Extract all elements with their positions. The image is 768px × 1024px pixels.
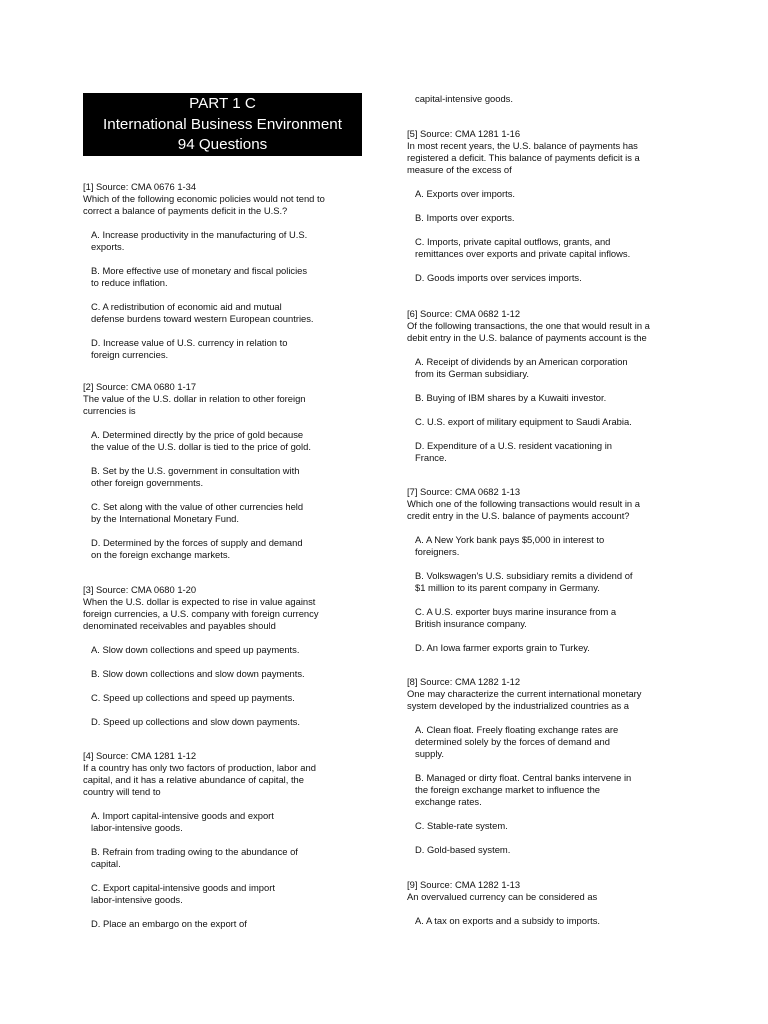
answer-choices bbox=[83, 429, 365, 561]
choice-c: C. Export capital-intensive goods and import labor-intensive goods. bbox=[91, 882, 275, 905]
question-5 bbox=[407, 128, 679, 284]
answer-choices bbox=[83, 810, 365, 930]
choice-c: C. U.S. export of military equipment to Saudi Arabia. bbox=[415, 416, 632, 427]
choice-c: C. A U.S. exporter buys marine insurance from a British insurance company. bbox=[415, 606, 617, 629]
choice-a: A. A New York bank pays $5,000 in interest to foreigners. bbox=[415, 534, 605, 557]
choice-c: C. Stable-rate system. bbox=[415, 820, 508, 831]
choice-c: C. Speed up collections and speed up payments. bbox=[91, 692, 295, 703]
question-6 bbox=[407, 308, 679, 464]
question-stem: The value of the U.S. dollar in relation to other foreign currencies is bbox=[83, 393, 306, 416]
question-stem: When the U.S. dollar is expected to rise in value against foreign currencies, a U.S. company with foreign currency denominated receivables and payables should bbox=[83, 596, 319, 631]
question-stem: In most recent years, the U.S. balance of payments has registered a deficit. This balance of payments deficit is a measure of the excess of bbox=[407, 140, 640, 175]
choice-d: D. Speed up collections and slow down payments. bbox=[91, 716, 300, 727]
choice-b: B. Buying of IBM shares by a Kuwaiti investor. bbox=[415, 392, 607, 403]
choice-c: C. Imports, private capital outflows, grants, and remittances over exports and private capital inflows. bbox=[415, 236, 631, 259]
question-header: [4] Source: CMA 1281 1-12 bbox=[83, 750, 197, 761]
question-stem: An overvalued currency can be considered as bbox=[407, 891, 598, 902]
choice-d: D. Place an embargo on the export of bbox=[91, 918, 247, 929]
answer-choices bbox=[83, 644, 365, 728]
choice-a: A. Import capital-intensive goods and export labor-intensive goods. bbox=[91, 810, 274, 833]
question-header: [9] Source: CMA 1282 1-13 bbox=[407, 879, 521, 890]
choice-c: C. A redistribution of economic aid and mutual defense burdens toward western European countries. bbox=[91, 301, 314, 324]
answer-choices bbox=[407, 188, 679, 284]
title-question-count: 94 Questions bbox=[177, 136, 268, 153]
question-stem: If a country has only two factors of production, labor and capital, and it has a relative abundance of capital, the country will tend to bbox=[83, 762, 316, 797]
choice-d: D. Determined by the forces of supply and demand on the foreign exchange markets. bbox=[91, 537, 303, 560]
choice-a: A. Receipt of dividends by an American corporation from its German subsidiary. bbox=[415, 356, 628, 379]
choice-d: D. Goods imports over services imports. bbox=[415, 272, 582, 283]
answer-choices bbox=[407, 724, 679, 856]
choice-a: A. Clean float. Freely floating exchange rates are determined solely by the forces of demand and supply. bbox=[415, 724, 619, 759]
choice-b: B. More effective use of monetary and fiscal policies to reduce inflation. bbox=[91, 265, 308, 288]
choice-c: C. Set along with the value of other currencies held by the International Monetary Fund. bbox=[91, 501, 304, 524]
answer-choices bbox=[407, 356, 679, 464]
choice-d: D. Expenditure of a U.S. resident vacationing in France. bbox=[415, 440, 612, 463]
question-4 bbox=[83, 750, 365, 930]
question-8 bbox=[407, 676, 679, 856]
question-stem: Which one of the following transactions would result in a credit entry in the U.S. balance of payments account? bbox=[407, 498, 640, 521]
choice-b: B. Volkswagen's U.S. subsidiary remits a dividend of $1 million to its parent company in Germany. bbox=[415, 570, 633, 593]
question-3 bbox=[83, 584, 365, 728]
question-header: [5] Source: CMA 1281 1-16 bbox=[407, 128, 521, 139]
choice-b: B. Slow down collections and slow down payments. bbox=[91, 668, 305, 679]
question-header: [6] Source: CMA 0682 1-12 bbox=[407, 308, 521, 319]
question-2 bbox=[83, 381, 365, 561]
choice-b: B. Imports over exports. bbox=[415, 212, 515, 223]
answer-choices bbox=[407, 915, 679, 927]
question-header: [3] Source: CMA 0680 1-20 bbox=[83, 584, 197, 595]
choice-a: A. Slow down collections and speed up payments. bbox=[91, 644, 300, 655]
question-stem: One may characterize the current international monetary system developed by the industrialized countries as a bbox=[407, 688, 642, 711]
question-stem: Of the following transactions, the one that would result in a debit entry in the U.S. balance of payments account is the bbox=[407, 320, 650, 343]
choice-a: A. Increase productivity in the manufacturing of U.S. exports. bbox=[91, 229, 308, 252]
question-stem: Which of the following economic policies would not tend to correct a balance of payments deficit in the U.S.? bbox=[83, 193, 325, 216]
answer-choices bbox=[407, 534, 679, 654]
choice-d: D. An Iowa farmer exports grain to Turkey. bbox=[415, 642, 590, 653]
choice-a: A. A tax on exports and a subsidy to imports. bbox=[415, 915, 600, 926]
title-part: PART 1 C bbox=[189, 95, 256, 112]
choice-b: B. Managed or dirty float. Central banks intervene in the foreign exchange market to influence the exchange rates. bbox=[415, 772, 632, 807]
choice-a: A. Determined directly by the price of gold because the value of the U.S. dollar is tied to the price of gold. bbox=[91, 429, 311, 452]
document-title-banner bbox=[83, 93, 362, 156]
choice-a: A. Exports over imports. bbox=[415, 188, 516, 199]
title-subject: International Business Environment bbox=[103, 115, 342, 133]
question-7 bbox=[407, 486, 679, 654]
question-header: [7] Source: CMA 0682 1-13 bbox=[407, 486, 521, 497]
question-header: [1] Source: CMA 0676 1-34 bbox=[83, 181, 197, 192]
choice-b: B. Set by the U.S. government in consultation with other foreign governments. bbox=[91, 465, 300, 488]
choice-d: D. Increase value of U.S. currency in relation to foreign currencies. bbox=[91, 337, 288, 360]
choice-b: B. Refrain from trading owing to the abundance of capital. bbox=[91, 846, 298, 869]
answer-choices bbox=[83, 229, 365, 361]
choice-d: D. Gold-based system. bbox=[415, 844, 511, 855]
question-9 bbox=[407, 879, 679, 927]
question-1 bbox=[83, 181, 365, 361]
question-header: [2] Source: CMA 0680 1-17 bbox=[83, 381, 197, 392]
question-4-continuation: capital-intensive goods. bbox=[415, 93, 513, 104]
question-header: [8] Source: CMA 1282 1-12 bbox=[407, 676, 521, 687]
